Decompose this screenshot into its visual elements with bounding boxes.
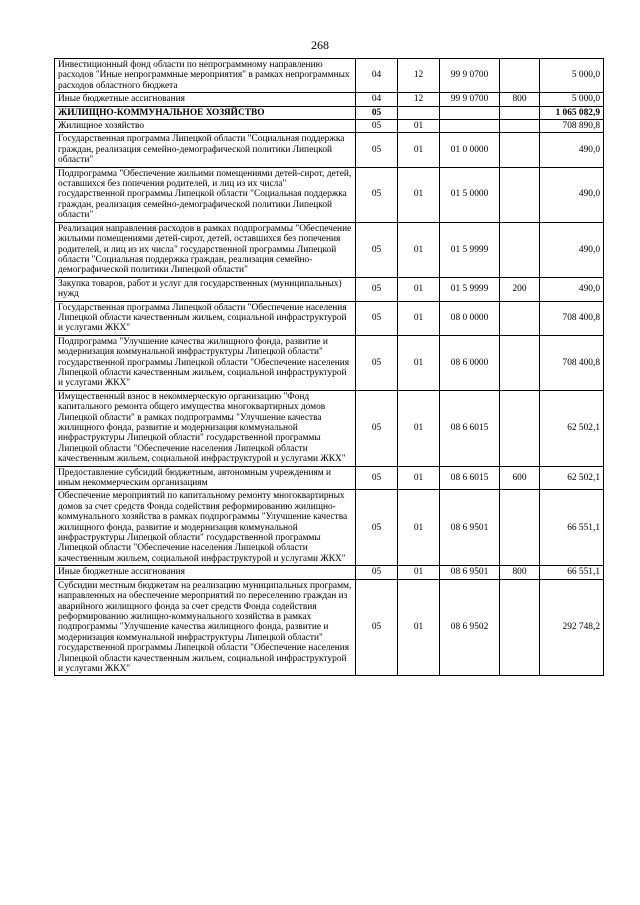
row-target-article-cell: 08 0 0000 bbox=[440, 301, 500, 335]
row-amount-cell: 292 748,2 bbox=[540, 579, 604, 676]
row-target-article-cell: 99 9 0700 bbox=[440, 59, 500, 93]
table-row bbox=[55, 390, 604, 466]
row-subsection-cell: 01 bbox=[398, 167, 440, 222]
row-amount-cell: 62 502,1 bbox=[540, 390, 604, 466]
row-target-article-cell: 01 5 9999 bbox=[440, 222, 500, 277]
row-expense-type-cell bbox=[500, 133, 540, 167]
row-amount-cell: 490,0 bbox=[540, 222, 604, 277]
row-target-article-cell bbox=[440, 106, 500, 119]
row-section-cell: 05 bbox=[356, 466, 398, 490]
row-subsection-cell: 01 bbox=[398, 277, 440, 301]
row-amount-cell: 708 400,8 bbox=[540, 301, 604, 335]
row-section-cell: 05 bbox=[356, 579, 398, 676]
row-section-cell: 04 bbox=[356, 93, 398, 106]
table-row bbox=[55, 106, 604, 119]
row-subsection-cell: 01 bbox=[398, 490, 440, 566]
row-section-cell: 05 bbox=[356, 390, 398, 466]
row-amount-cell: 708 400,8 bbox=[540, 335, 604, 390]
row-target-article-cell: 08 6 9502 bbox=[440, 579, 500, 676]
row-section-cell: 05 bbox=[356, 277, 398, 301]
row-name-cell: Реализация направления расходов в рамках подпрограммы "Обеспечение жильими помещениями детей-сирот, детей, оставшихся без попечения родителей, и лиц из их числа" государственной программы Липецкой области "Социальная поддержка граждан, реализация семейно-демографической политики Липецкой области" bbox=[55, 222, 356, 277]
row-amount-cell: 5 000,0 bbox=[540, 93, 604, 106]
table-row bbox=[55, 277, 604, 301]
row-subsection-cell: 12 bbox=[398, 93, 440, 106]
table-row bbox=[55, 93, 604, 106]
table-row bbox=[55, 490, 604, 566]
row-subsection-cell: 01 bbox=[398, 566, 440, 579]
row-expense-type-cell bbox=[500, 222, 540, 277]
row-expense-type-cell bbox=[500, 490, 540, 566]
row-name-cell: Подпрограмма "Улучшение качества жилищного фонда, развитие и модернизация коммунальной инфраструктуры Липецкой области" государственной программы Липецкой области "Обеспечение населения Липецкой области качественным жильем, социальной инфраструктурой и услугами ЖКХ" bbox=[55, 335, 356, 390]
row-subsection-cell bbox=[398, 106, 440, 119]
row-section-cell: 05 bbox=[356, 167, 398, 222]
row-target-article-cell: 08 6 9501 bbox=[440, 566, 500, 579]
row-amount-cell: 66 551,1 bbox=[540, 566, 604, 579]
row-name-cell: Обеспечение мероприятий по капитальному ремонту многоквартирных домов за счет средств Фонда содействия реформированию жилищно-коммунального хозяйства в рамках подпрограммы "Улучшение качества жилищного фонда, развитие и модернизация коммунальной инфраструктуры Липецкой области" государственной программы Липецкой области "Обеспечение населения Липецкой области качественным жильем, социальной инфраструктурой и услугами ЖКХ" bbox=[55, 490, 356, 566]
row-name-cell: Инвестиционный фонд области по непрограммному направлению расходов "Иные непрограммные мероприятия" в рамках непрограммных расходов областного бюджета bbox=[55, 59, 356, 93]
row-name-cell: Государственная программа Липецкой области "Обеспечение населения Липецкой области качественным жильем, социальной инфраструктурой и услугами ЖКХ" bbox=[55, 301, 356, 335]
row-name-cell: Субсидии местным бюджетам на реализацию муниципальных программ, направленных на обеспечение мероприятий по переселению граждан из аварийного жилищного фонда за счет средств Фонда содействия реформированию жилищно-коммунального хозяйства в рамках подпрограммы "Улучшение качества жилищного фонда, развитие и модернизация коммунальной инфраструктуры Липецкой области" государственной программы Липецкой области "Обеспечение населения Липецкой области качественным жильем, социальной инфраструктурой и услугами ЖКХ" bbox=[55, 579, 356, 676]
row-name-cell: Жилищное хозяйство bbox=[55, 120, 356, 133]
table-row bbox=[55, 335, 604, 390]
table-row bbox=[55, 59, 604, 93]
row-amount-cell: 62 502,1 bbox=[540, 466, 604, 490]
row-name-cell: Иные бюджетные ассигнования bbox=[55, 566, 356, 579]
page-number: 268 bbox=[311, 38, 329, 52]
row-subsection-cell: 01 bbox=[398, 466, 440, 490]
row-expense-type-cell bbox=[500, 301, 540, 335]
budget-table bbox=[54, 58, 604, 676]
row-target-article-cell: 99 9 0700 bbox=[440, 93, 500, 106]
row-target-article-cell bbox=[440, 120, 500, 133]
row-amount-cell: 708 890,8 bbox=[540, 120, 604, 133]
row-amount-cell: 490,0 bbox=[540, 133, 604, 167]
budget-table-body bbox=[55, 59, 604, 676]
table-row bbox=[55, 167, 604, 222]
row-target-article-cell: 08 6 9501 bbox=[440, 490, 500, 566]
row-name-cell: ЖИЛИЩНО-КОММУНАЛЬНОЕ ХОЗЯЙСТВО bbox=[55, 106, 356, 119]
row-section-cell: 04 bbox=[356, 59, 398, 93]
row-amount-cell: 5 000,0 bbox=[540, 59, 604, 93]
table-row bbox=[55, 301, 604, 335]
row-expense-type-cell bbox=[500, 167, 540, 222]
row-target-article-cell: 01 0 0000 bbox=[440, 133, 500, 167]
row-expense-type-cell: 800 bbox=[500, 93, 540, 106]
row-target-article-cell: 08 6 6015 bbox=[440, 390, 500, 466]
row-section-cell: 05 bbox=[356, 133, 398, 167]
row-expense-type-cell: 200 bbox=[500, 277, 540, 301]
row-section-cell: 05 bbox=[356, 301, 398, 335]
row-expense-type-cell bbox=[500, 335, 540, 390]
row-target-article-cell: 01 5 9999 bbox=[440, 277, 500, 301]
row-amount-cell: 490,0 bbox=[540, 167, 604, 222]
row-target-article-cell: 08 6 6015 bbox=[440, 466, 500, 490]
row-section-cell: 05 bbox=[356, 222, 398, 277]
row-name-cell: Закупка товаров, работ и услуг для государственных (муниципальных) нужд bbox=[55, 277, 356, 301]
row-subsection-cell: 01 bbox=[398, 390, 440, 466]
table-row bbox=[55, 566, 604, 579]
row-name-cell: Предоставление субсидий бюджетным, автономным учреждениям и иным некоммерческим организациям bbox=[55, 466, 356, 490]
row-section-cell: 05 bbox=[356, 566, 398, 579]
row-expense-type-cell: 600 bbox=[500, 466, 540, 490]
row-expense-type-cell bbox=[500, 390, 540, 466]
table-row bbox=[55, 120, 604, 133]
row-subsection-cell: 01 bbox=[398, 133, 440, 167]
row-name-cell: Иные бюджетные ассигнования bbox=[55, 93, 356, 106]
row-expense-type-cell bbox=[500, 120, 540, 133]
row-section-cell: 05 bbox=[356, 106, 398, 119]
row-target-article-cell: 01 5 0000 bbox=[440, 167, 500, 222]
row-expense-type-cell: 800 bbox=[500, 566, 540, 579]
table-row bbox=[55, 579, 604, 676]
row-subsection-cell: 01 bbox=[398, 120, 440, 133]
row-target-article-cell: 08 6 0000 bbox=[440, 335, 500, 390]
row-name-cell: Имущественный взнос в некоммерческую организацию "Фонд капитального ремонта общего имущества многоквартирных домов Липецкой области" в рамках подпрограммы "Улучшение качества жилищного фонда, развитие и модернизация коммунальной инфраструктуры Липецкой области" государственной программы Липецкой области "Обеспечение населения Липецкой области качественным жильем, социальной инфраструктурой и услугами ЖКХ" bbox=[55, 390, 356, 466]
row-expense-type-cell bbox=[500, 59, 540, 93]
row-section-cell: 05 bbox=[356, 490, 398, 566]
row-section-cell: 05 bbox=[356, 120, 398, 133]
row-section-cell: 05 bbox=[356, 335, 398, 390]
row-subsection-cell: 12 bbox=[398, 59, 440, 93]
row-subsection-cell: 01 bbox=[398, 222, 440, 277]
row-name-cell: Государственная программа Липецкой области "Социальная поддержка граждан, реализация семейно-демографической политики Липецкой области" bbox=[55, 133, 356, 167]
row-subsection-cell: 01 bbox=[398, 579, 440, 676]
row-amount-cell: 1 065 082,9 bbox=[540, 106, 604, 119]
row-amount-cell: 490,0 bbox=[540, 277, 604, 301]
row-amount-cell: 66 551,1 bbox=[540, 490, 604, 566]
row-expense-type-cell bbox=[500, 106, 540, 119]
row-expense-type-cell bbox=[500, 579, 540, 676]
table-row bbox=[55, 222, 604, 277]
row-subsection-cell: 01 bbox=[398, 335, 440, 390]
row-name-cell: Подпрограмма "Обеспечение жильими помещениями детей-сирот, детей, оставшихся без попечения родителей, и лиц из их числа" государственной программы Липецкой области "Социальная поддержка граждан, реализация семейно-демографической политики Липецкой области" bbox=[55, 167, 356, 222]
table-row bbox=[55, 466, 604, 490]
row-subsection-cell: 01 bbox=[398, 301, 440, 335]
table-row bbox=[55, 133, 604, 167]
